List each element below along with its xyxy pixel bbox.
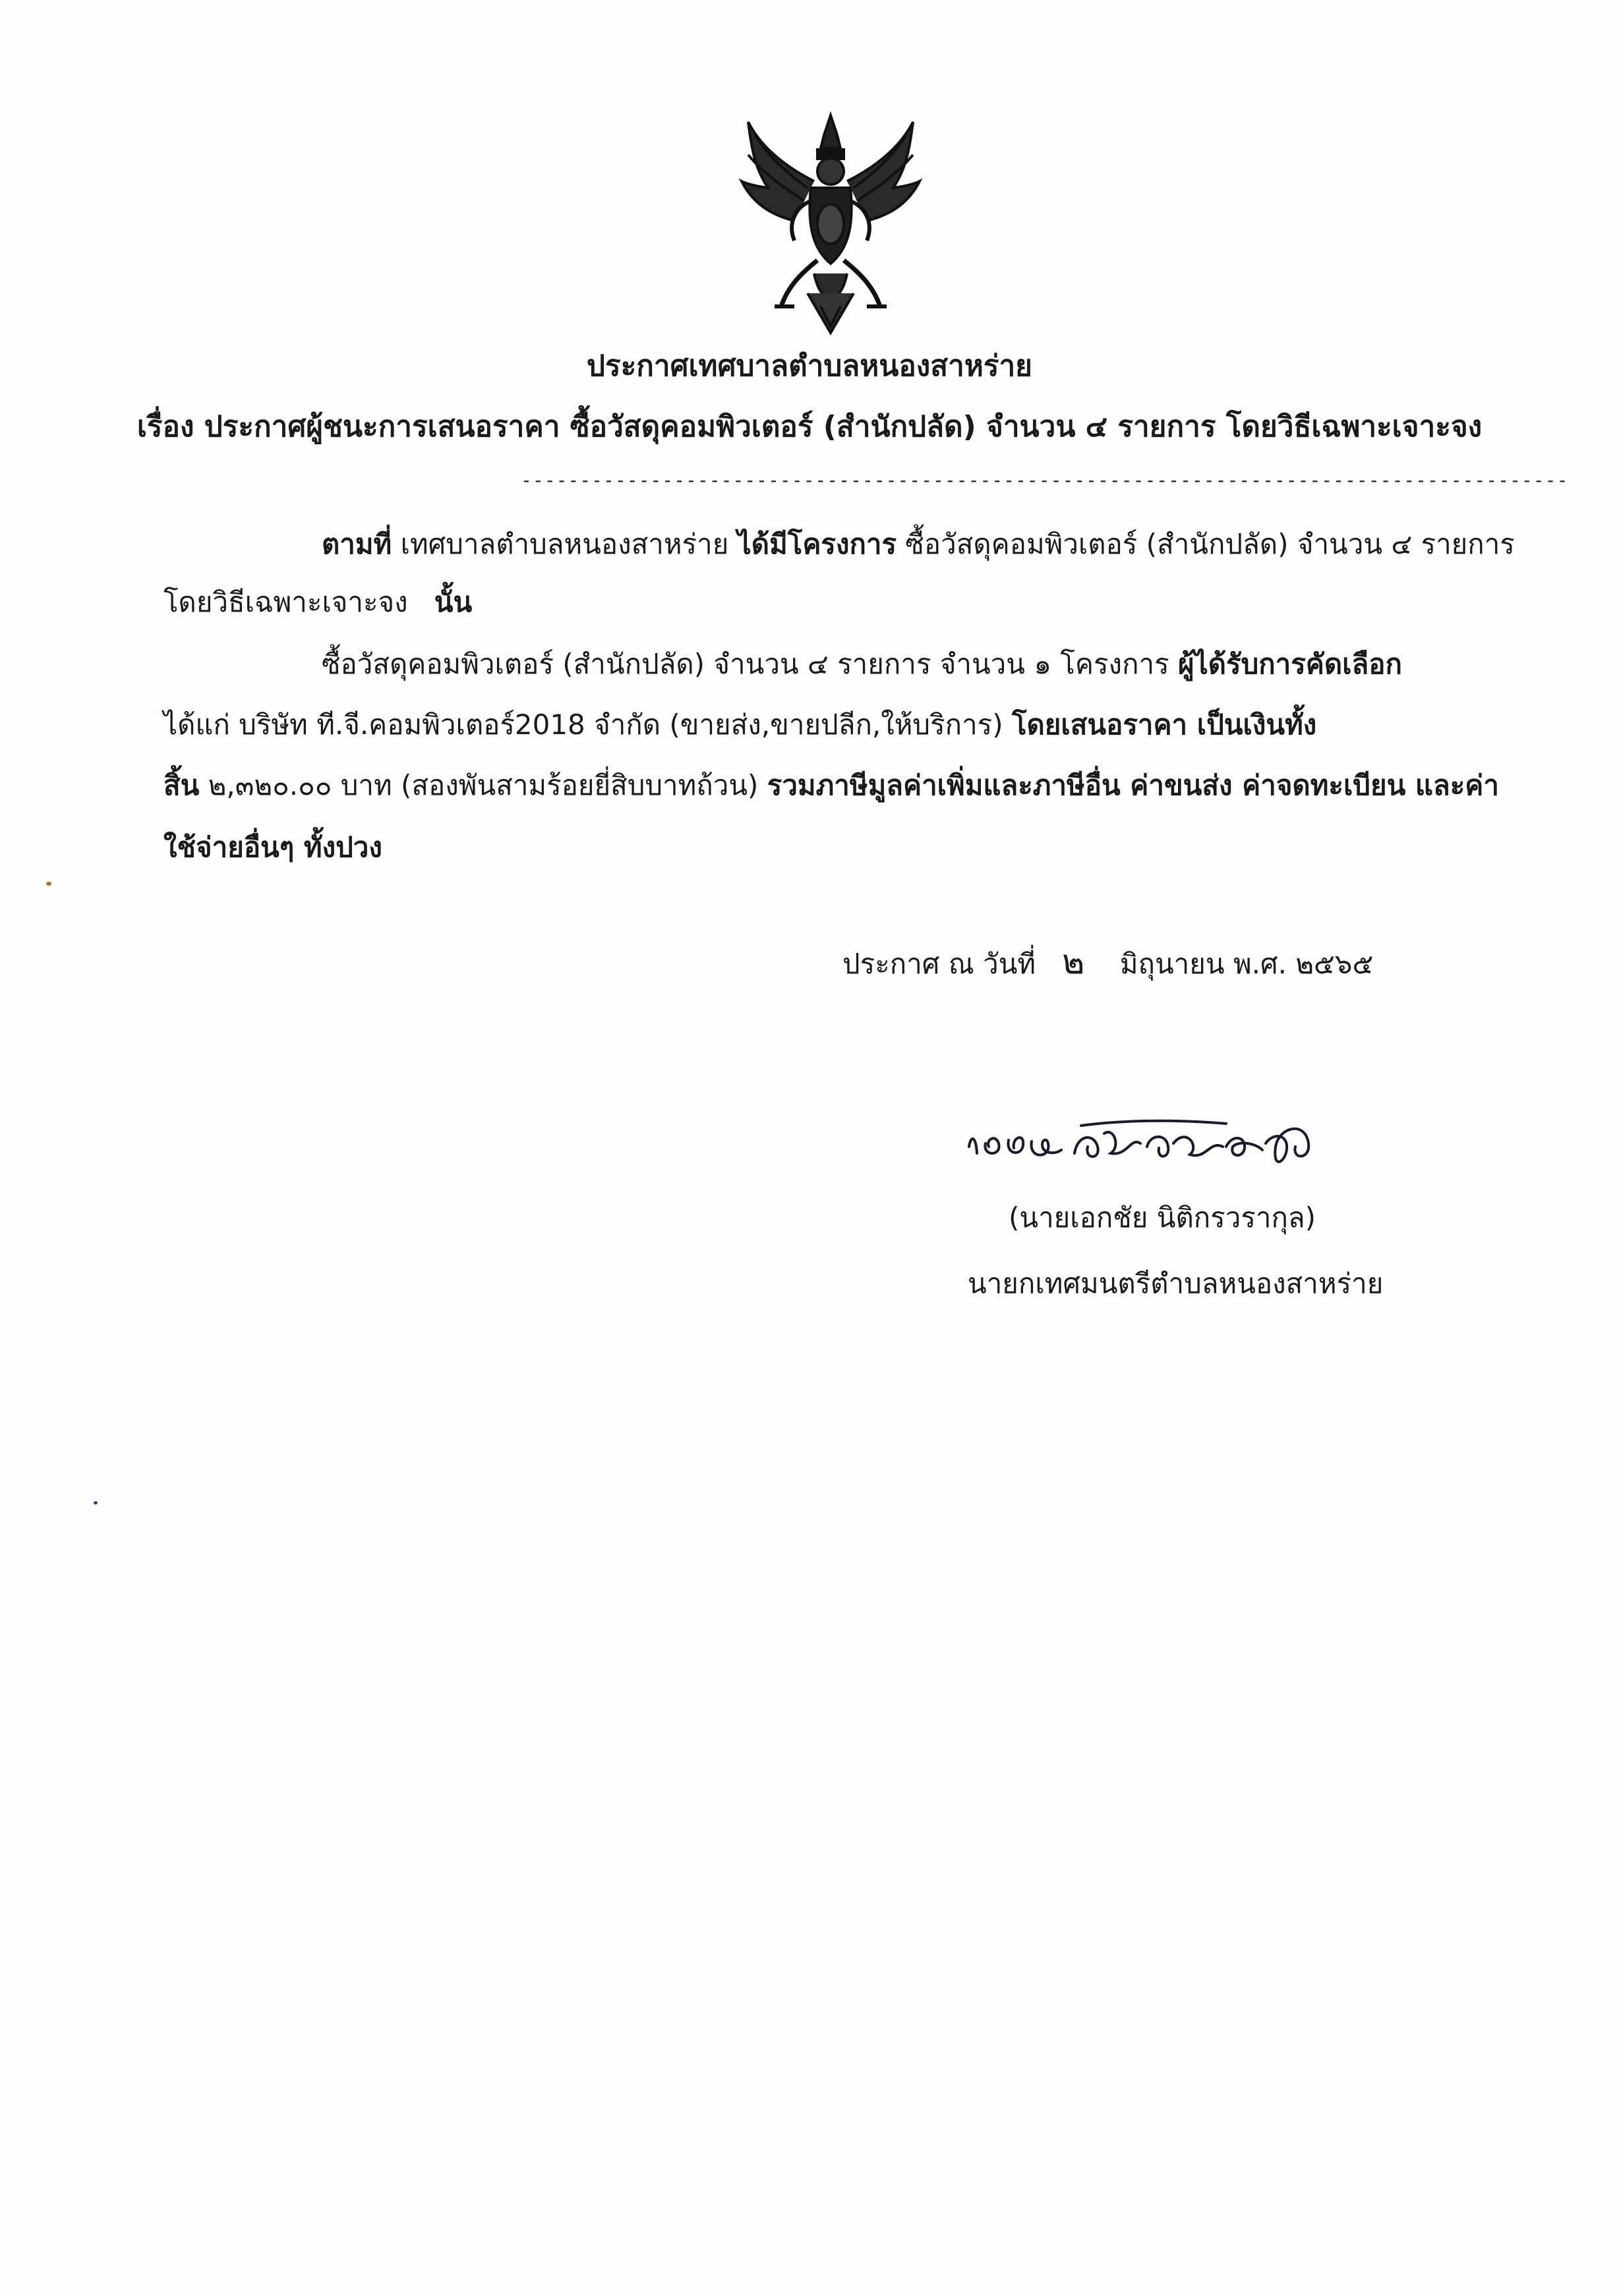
org-name: เทศบาลตำบลหนองสาหร่าย [392,528,738,560]
garuda-emblem-icon [728,109,933,339]
has-project-text: ได้มีโครงการ [737,528,897,560]
date-month-year: มิถุนายน พ.ศ. ๒๕๖๕ [1119,948,1374,980]
project-name: ซื้อวัสดุคอมพิวเตอร์ (สำนักปลัด) จำนวน ๔ รายการ [897,528,1515,560]
bid-amount: ๒,๓๒๐.๐๐ บาท (สองพันสามร้อยยี่สิบบาทถ้วน) [199,769,767,801]
paragraph-end-word: นั้น [434,586,473,618]
org-title: ประกาศเทศบาลตำบลหนองสาหร่าย [587,349,1032,383]
item-description: ซื้อวัสดุคอมพิวเตอร์ (สำนักปลัด) จำนวน ๔ รายการ จำนวน ๑ โครงการ [322,648,1178,680]
tax-inclusion-note: รวมภาษีมูลค่าเพิ่มและภาษีอื่น ค่าขนส่ง ค่าจดทะเบียน และค่า [767,769,1499,801]
signer-position: นายกเทศมนตรีตำบลหนองสาหร่าย [968,1267,1384,1300]
announcement-date [842,942,1373,984]
handwritten-signature [962,1107,1371,1186]
other-expenses-note: ใช้จ่ายอื่นๆ ทั้งปวง [163,831,382,863]
selected-bidder-label: ผู้ได้รับการคัดเลือก [1178,648,1402,680]
bid-price-label: โดยเสนอราคา เป็นเงินทั้ง [1011,708,1317,741]
paragraph-2-line-2 [163,705,1316,745]
scan-speck [94,1501,98,1505]
paragraph-2-line-4 [163,828,382,867]
paragraph-1-line-1 [322,525,1515,564]
date-day: ๒ [1062,942,1085,982]
winner-company: ได้แก่ บริษัท ที.จี.คอมพิวเตอร์2018 จำกัด (ขายส่ง,ขายปลีก,ให้บริการ) [163,708,1012,741]
subject-title: เรื่อง ประกาศผู้ชนะการเสนอราคา ซื้อวัสดุคอมพิวเตอร์ (สำนักปลัด) จำนวน ๔ รายการ โดยวิธีเฉพาะเจาะจง [136,410,1483,444]
scan-speck [46,882,51,886]
paragraph-2-line-1 [322,645,1402,684]
total-word: สิ้น [163,769,200,801]
lead-word: ตามที่ [322,528,392,560]
paragraph-2-line-3 [163,766,1499,805]
separator-line: ----------------------------------------------------------------------------------------- [521,469,1569,491]
signer-name: (นายเอกชัย นิติกรวรากุล) [1009,1201,1316,1234]
paragraph-1-line-2 [163,583,472,622]
procurement-method: โดยวิธีเฉพาะเจาะจง [163,586,408,618]
date-prefix: ประกาศ ณ วันที่ [842,948,1036,980]
